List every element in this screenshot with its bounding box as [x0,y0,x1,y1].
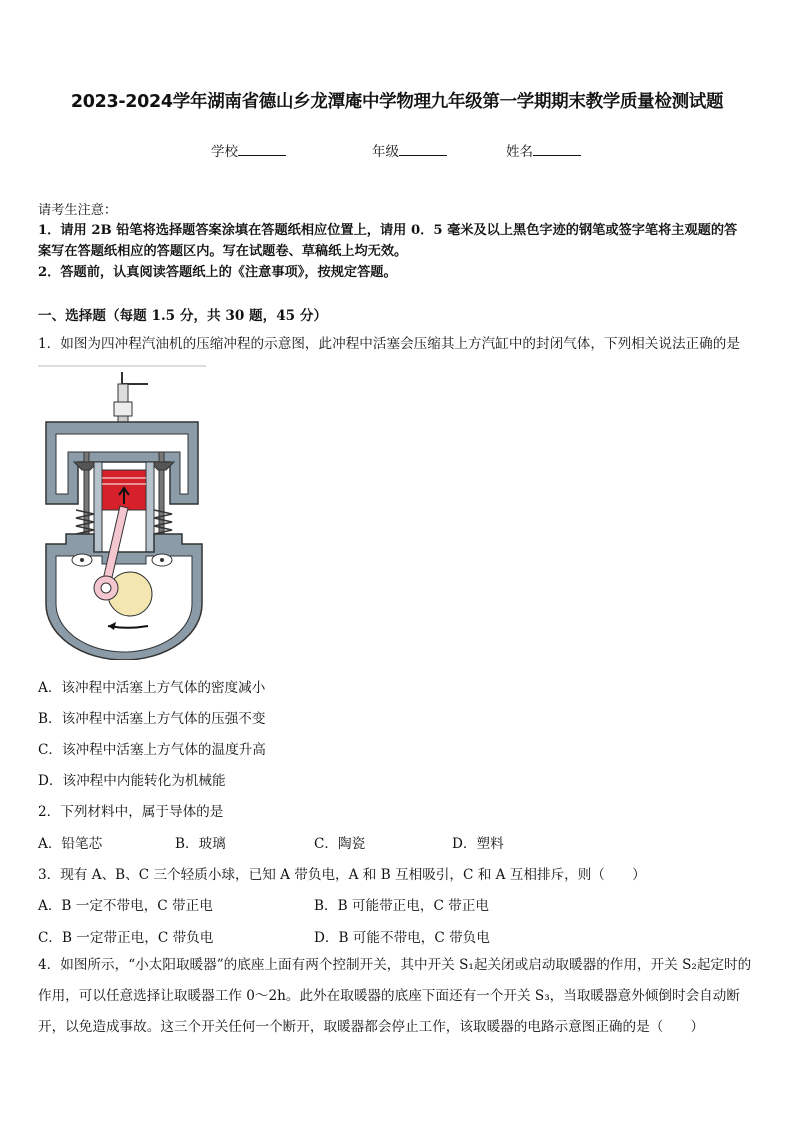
engine-diagram [38,364,210,660]
grade-blank [399,143,447,156]
q3-option-d: D．B 可能不带电，C 带负电 [314,930,490,946]
name-label: 姓名 [506,144,533,160]
notice-heading: 请考生注意： [38,203,118,218]
q4-stem: 4．如图所示，“小太阳取暖器”的底座上面有两个控制开关，其中开关 S₁起关闭或启动取暖器的作用，开关 S₂起定时的作用，可以任意选择让取暖器工作 0～2h。此外在取暖器的底座下面还有一个开关 S₃，当取暖器意外倾倒时会自动断开，以免造成事故。这三个开关任何一个断开，取暖器都会停止工作，该取暖器的电路示意图正确的是（ ） [38,957,752,1035]
name-field [506,140,581,160]
q3-option-c: C．B 一定带正电，C 带负电 [38,930,214,946]
section-heading: 一、选择题（每题 1.5 分，共 30 题，45 分） [38,308,328,324]
q1-option-a: A．该冲程中活塞上方气体的密度减小 [38,680,266,696]
school-field [211,140,286,160]
q1-option-b: B．该冲程中活塞上方气体的压强不变 [38,711,266,727]
q3-option-a: A．B 一定不带电，C 带正电 [38,898,213,914]
q1-option-d: D．该冲程中内能转化为机械能 [38,773,226,789]
grade-label: 年级 [372,144,399,160]
q1-stem: 1．如图为四冲程汽油机的压缩冲程的示意图，此冲程中活塞会压缩其上方汽缸中的封闭气体，下列相关说法正确的是 [38,336,740,352]
name-blank [533,143,581,156]
q1-option-c: C．该冲程中活塞上方气体的温度升高 [38,742,266,758]
q2-stem: 2．下列材料中，属于导体的是 [38,804,224,820]
q2-option-b: B．玻璃 [175,836,226,852]
school-blank [238,143,286,156]
q3-option-b: B．B 可能带正电，C 带正电 [314,898,489,914]
notice-line-1a: 1．请用 2B 铅笔将选择题答案涂填在答题纸相应位置上，请用 0．5 毫米及以上黑色字迹的钢笔或签字笔将主观题的答 [38,223,738,238]
q3-stem: 3．现有 A、B、C 三个轻质小球，已知 A 带负电，A 和 B 互相吸引，C 和 A 互相排斥，则（ ） [38,867,646,883]
school-label: 学校 [211,144,238,160]
page-title: 2023-2024学年湖南省德山乡龙潭庵中学物理九年级第一学期期末教学质量检测试题 [70,92,724,112]
notice-line-1b: 案写在答题纸相应的答题区内。写在试题卷、草稿纸上均无效。 [38,244,408,259]
q2-option-c: C．陶瓷 [314,836,366,852]
q2-option-d: D．塑料 [452,836,504,852]
notice-line-2: 2．答题前，认真阅读答题纸上的《注意事项》，按规定答题。 [38,265,397,280]
q2-option-a: A．铅笔芯 [38,836,103,852]
grade-field [372,140,447,160]
